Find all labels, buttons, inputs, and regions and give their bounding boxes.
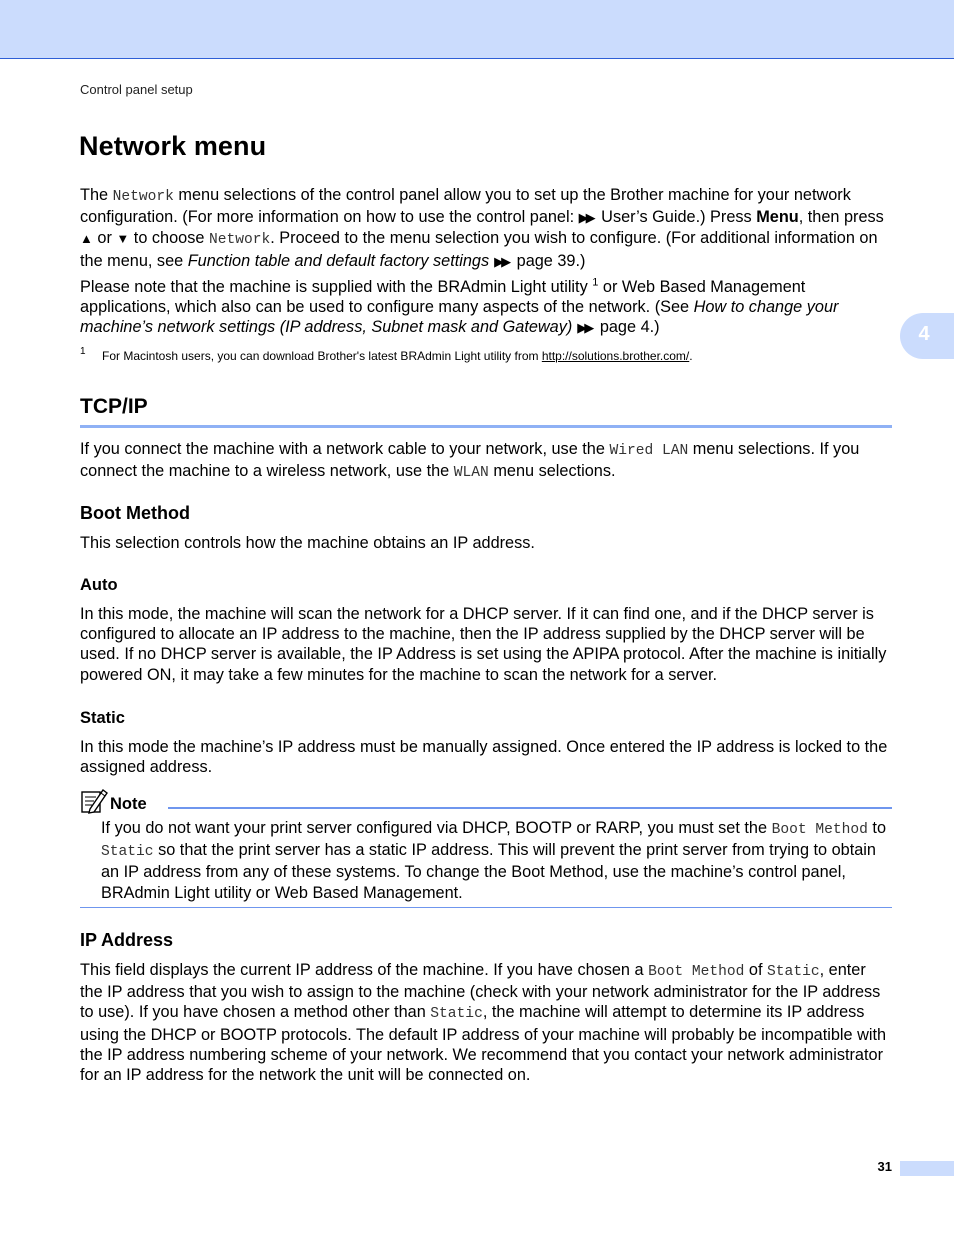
auto-paragraph: In this mode, the machine will scan the network for a DHCP server. If it can find one, and if the DHCP server is configured to allocate an IP address to the machine, then the IP address supplied by the DHCP server will be used. If no DHCP server is available, the IP Address is set using the APIPA protocol. After the machine is initially powered ON, it may take a few minutes for the machine to scan the network for a server. — [80, 605, 887, 684]
note-label: Note — [110, 795, 147, 813]
intro-paragraph-2 — [80, 277, 892, 339]
header-band — [0, 0, 954, 59]
running-header: Control panel setup — [80, 82, 193, 97]
code-network: Network — [208, 232, 271, 249]
footnote-number: 1 — [80, 346, 86, 357]
note-pencil-icon — [80, 787, 108, 815]
text-span: , enter the IP address that you wish to assign to the machine (check with your network administrator for the IP address to use). If you have chosen a method other than — [80, 961, 881, 1022]
text-span: If you do not want your print server configured via DHCP, BOOTP or RARP, you must set the — [101, 819, 772, 837]
down-arrow-icon: ▼ — [116, 231, 130, 247]
note-body — [101, 818, 893, 903]
boot-method-paragraph: This selection controls how the machine obtains an IP address. — [80, 534, 535, 552]
intro-paragraph-1 — [80, 185, 892, 272]
up-arrow-icon: ▲ — [80, 231, 93, 247]
code-boot-method: Boot Method — [771, 822, 868, 838]
text-span: For Macintosh users, you can download Brother's latest BRAdmin Light utility from — [102, 349, 542, 363]
text-span: . — [689, 349, 693, 363]
text-span: page 4.) — [595, 318, 660, 337]
code-network: Network — [112, 189, 174, 205]
footer-band — [900, 1161, 954, 1176]
text-span: Please note that the machine is supplied with the BRAdmin Light utility — [80, 278, 593, 296]
page-number: 31 — [877, 1159, 892, 1174]
text-span: , the machine will attempt to determine its IP address using the DHCP or BOOTP protocols. The default IP address of your machine will probably be incompatible with the IP address numbering scheme of your network. We recommend that you contact your network administrator for an IP address for the network the unit will be connected on. — [80, 1003, 887, 1085]
double-arrow-icon: ▶▶ — [577, 320, 592, 336]
footnote-text — [102, 349, 693, 363]
chapter-number: 4 — [918, 323, 930, 345]
heading-static: Static — [80, 709, 125, 727]
heading-boot-method: Boot Method — [80, 503, 190, 523]
static-paragraph: In this mode the machine’s IP address must be manually assigned. Once entered the IP address is locked to the assigned address. — [80, 738, 888, 777]
code-static: Static — [767, 964, 820, 980]
tcpip-paragraph — [80, 439, 892, 483]
cross-reference[interactable]: Function table and default factory settings — [187, 251, 490, 270]
text-span: , then press — [798, 208, 884, 227]
text-span: of — [744, 961, 768, 979]
code-wlan: WLAN — [453, 465, 489, 482]
text-span: menu selections of the control panel allow you to set up the Brother machine for your network configuration. (For more information on how to use the control panel: — [80, 186, 851, 227]
cross-reference[interactable]: How to change your machine’s network settings (IP address, Subnet mask and Gateway) — [80, 298, 839, 337]
ip-address-paragraph — [80, 960, 892, 1085]
heading-auto: Auto — [80, 576, 118, 594]
footnote-link[interactable]: http://solutions.brother.com/ — [541, 349, 690, 363]
page-title: Network menu — [79, 131, 267, 161]
text-span: User’s Guide.) Press — [596, 208, 757, 227]
heading-ip-address: IP Address — [80, 930, 174, 950]
text-span: so that the print server has a static IP address. This will prevent the print server from trying to obtain an IP address from any of these systems. To change the Boot Method, use the machine’s control panel, BRAdmin Light utility or Web Based Management. — [101, 841, 876, 902]
section-heading-tcpip: TCP/IP — [80, 395, 148, 418]
text-span: or Web Based Management applications, which also can be used to configure many aspects of the network. (See — [80, 278, 806, 317]
code-static: Static — [101, 844, 154, 861]
section-rule — [80, 425, 892, 428]
text-span: menu selections. — [488, 462, 616, 481]
menu-key-label: Menu — [756, 208, 799, 227]
text-span: This field displays the current IP address of the machine. If you have chosen a — [80, 961, 649, 979]
note-rule — [168, 807, 892, 809]
text-span: page 39.) — [512, 251, 586, 270]
text-span: The — [80, 186, 113, 204]
text-span: . Proceed to the menu selection you wish to configure. (For additional information on the menu, see — [80, 229, 878, 270]
chapter-tab — [900, 313, 954, 359]
double-arrow-icon: ▶▶ — [578, 210, 593, 226]
code-wired-lan: Wired LAN — [609, 443, 689, 459]
text-span: or — [92, 229, 117, 248]
text-span: to — [867, 819, 887, 837]
text-span: menu selections. If you connect the machine to a wireless network, use the — [80, 440, 860, 481]
code-static: Static — [430, 1006, 483, 1023]
text-span: If you connect the machine with a network cable to your network, use the — [80, 440, 610, 458]
double-arrow-icon: ▶▶ — [494, 253, 509, 269]
code-boot-method: Boot Method — [648, 964, 745, 980]
footnote-ref[interactable]: 1 — [592, 276, 599, 289]
note-rule — [80, 907, 892, 908]
text-span: to choose — [129, 229, 209, 248]
